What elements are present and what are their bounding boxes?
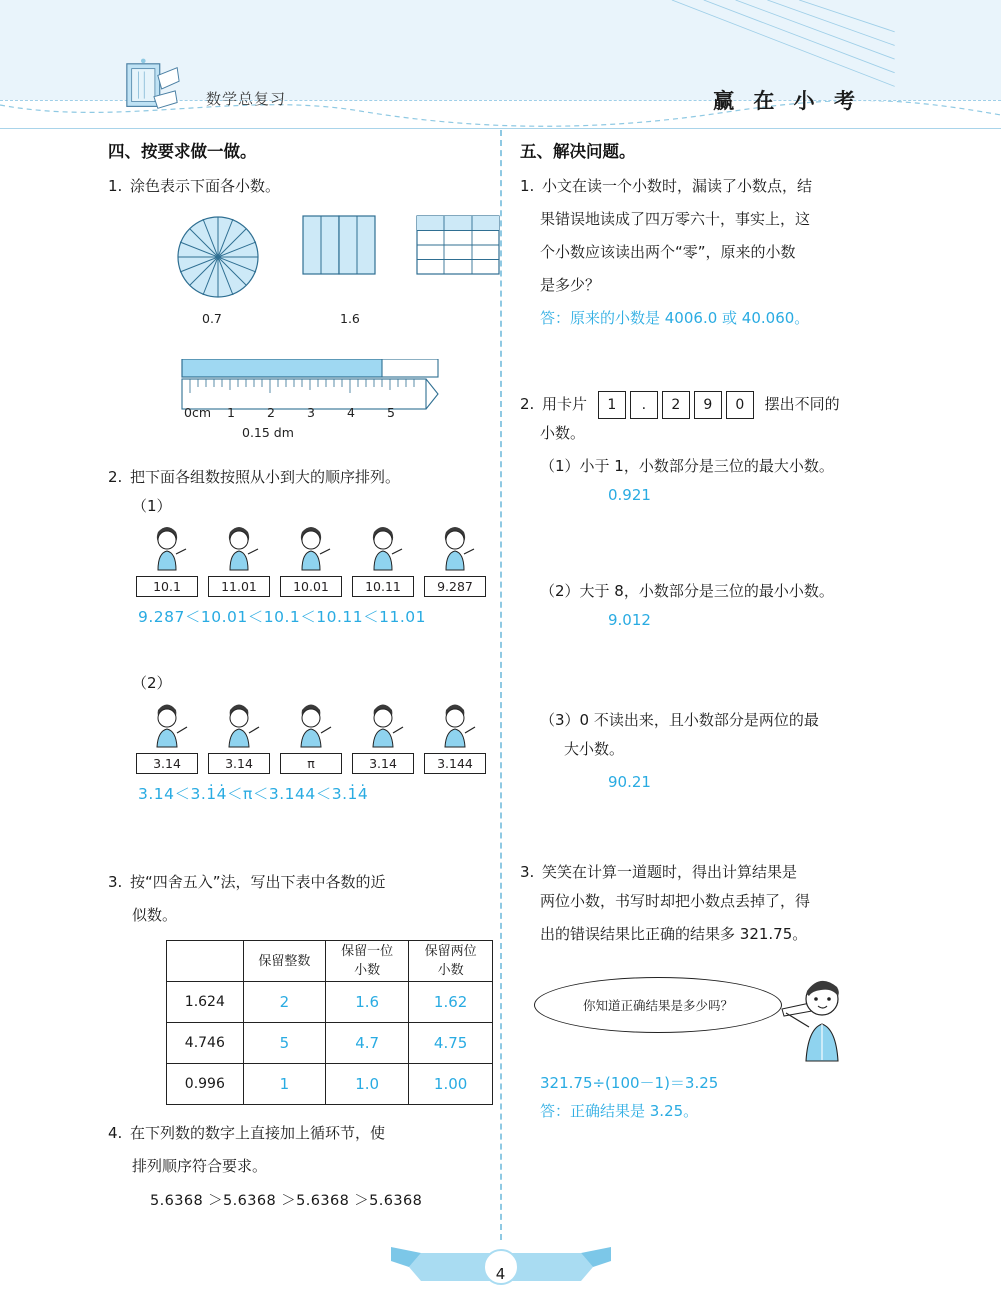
left-q3-number: 3. (108, 873, 123, 891)
rectangle-shape (302, 215, 378, 277)
left-q1-number: 1. (108, 177, 123, 195)
right-q2-sub3-answer: 90.21 (608, 773, 651, 791)
header-text-line2: 小数 (437, 963, 464, 978)
row-value-integer: 1 (243, 1064, 325, 1105)
left-column (108, 130, 493, 1210)
header-text-line2: 小数 (354, 963, 381, 978)
girl-student-icon (352, 520, 414, 574)
row-value-one-decimal: 1.0 (326, 1064, 409, 1105)
right-q3 (520, 858, 920, 887)
grid-shape (416, 215, 500, 277)
girl-student-icon (136, 520, 198, 574)
boy-student-icon (280, 697, 342, 751)
column-divider (500, 130, 502, 1240)
kid-figure (280, 520, 342, 597)
ruler-diagram (180, 359, 440, 440)
table-header-row (167, 941, 493, 982)
left-q4-text: 在下列数的数字上直接加上循环节，使 (130, 1124, 386, 1142)
boy-student-icon (136, 697, 198, 751)
kid-value: 10.1 (136, 576, 198, 597)
number-card: 0 (726, 391, 754, 419)
brand-title: 赢 在 小 考 (713, 89, 861, 113)
left-q4 (108, 1119, 493, 1148)
left-q3 (108, 868, 493, 897)
row-value-two-decimal: 1.00 (409, 1064, 493, 1105)
kid-value: π (280, 753, 342, 774)
speech-bubble (534, 977, 782, 1033)
right-q3-answer2: 答：正确结果是 3.25。 (540, 1102, 699, 1120)
header-text-line1: 保留两位 (424, 944, 477, 959)
number-card: 2 (662, 391, 690, 419)
q1-shapes (168, 207, 493, 357)
header-subject: 数学总复习 (206, 90, 287, 108)
right-q1-line4: 是多少？ (540, 276, 601, 294)
boy-student-icon (208, 697, 270, 751)
q2-group2-answer: 3.14＜3.1̇4̇＜π＜3.144＜3.1̇4̇ (138, 785, 369, 803)
right-q1-line2: 果错误地读成了四万零六十，事实上，这 (540, 210, 811, 228)
right-q3-line3: 出的错误结果比正确的结果多 321.75。 (540, 925, 808, 943)
left-q2 (108, 463, 493, 492)
header-text-line1: 保留一位 (341, 944, 394, 959)
boy-student-icon (352, 697, 414, 751)
rounding-table (166, 940, 493, 1105)
section-title-five: 五、解决问题。 (520, 142, 636, 161)
right-q1-answer: 答：原来的小数是 4006.0 或 40.060。 (540, 309, 810, 327)
row-value-two-decimal: 4.75 (409, 1023, 493, 1064)
left-q2-group2-label: （2） (132, 674, 172, 692)
girl-student-icon (208, 520, 270, 574)
kid-figure (424, 697, 486, 774)
left-q3-text: 按“四舍五入”法，写出下表中各数的近 (130, 873, 386, 891)
table-header-one-decimal (326, 941, 409, 982)
right-q3-line2: 两位小数，书写时却把小数点丢掉了，得 (540, 892, 811, 910)
left-q3-text2: 似数。 (132, 906, 178, 924)
row-value-one-decimal: 1.6 (326, 982, 409, 1023)
ruler-tick-1: 1 (227, 405, 235, 420)
section-title-four: 四、按要求做一做。 (108, 142, 257, 161)
kid-value: 10.01 (280, 576, 342, 597)
kid-value: 3.144 (424, 753, 486, 774)
ruler-tick-3: 3 (307, 405, 315, 420)
kid-figure (136, 520, 198, 597)
left-q4-expression: 5.6368 ＞5.6368 ＞5.6368 ＞5.6368 (150, 1193, 423, 1209)
q2-group1-answer: 9.287＜10.01＜10.1＜10.11＜11.01 (138, 608, 427, 626)
left-q1-text: 涂色表示下面各小数。 (130, 177, 281, 195)
header-text: 保留整数 (258, 953, 311, 969)
row-value-integer: 2 (243, 982, 325, 1023)
right-q1-number: 1. (520, 177, 535, 195)
ruler-tick-2: 2 (267, 405, 275, 420)
right-q2-text-before: 用卡片 (542, 395, 588, 413)
right-column (520, 130, 920, 1125)
left-q2-group1-label: （1） (132, 497, 172, 515)
number-card: 1 (598, 391, 626, 419)
right-q1 (520, 172, 920, 201)
kid-figure (352, 697, 414, 774)
kid-value: 9.287 (424, 576, 486, 597)
pie-circle-shape (168, 207, 268, 307)
right-q1-line1: 小文在读一个小数时，漏读了小数点，结 (542, 177, 813, 195)
right-q2 (520, 390, 920, 419)
number-card: 9 (694, 391, 722, 419)
kid-figure (136, 697, 198, 774)
row-number: 1.624 (167, 982, 244, 1023)
kid-value: 3.14 (208, 753, 270, 774)
q1-circle-label: 0.7 (202, 311, 222, 326)
right-q3-answer1: 321.75÷(100－1)＝3.25 (540, 1074, 719, 1092)
right-q2-sub2-answer: 9.012 (608, 611, 651, 629)
table-row (167, 1064, 493, 1105)
kid-figure (424, 520, 486, 597)
right-q2-sub1-answer: 0.921 (608, 486, 651, 504)
right-q3-number: 3. (520, 863, 535, 881)
girl-student-icon (280, 520, 342, 574)
table-header-integer (243, 941, 325, 982)
row-value-one-decimal: 4.7 (326, 1023, 409, 1064)
table-row (167, 982, 493, 1023)
right-q2-number: 2. (520, 395, 535, 413)
boy-pointing-icon (776, 969, 886, 1065)
right-q2-text-after: 摆出不同的 (764, 395, 840, 413)
left-q1 (108, 172, 493, 201)
q1-rect-label: 1.6 (340, 311, 360, 326)
kid-figure (280, 697, 342, 774)
ruler-tick-5: 5 (387, 405, 395, 420)
boy-student-icon (424, 697, 486, 751)
table-header-blank (167, 941, 244, 982)
speech-bubble-area (520, 959, 920, 1069)
header-separator (0, 128, 1001, 129)
right-q1-line3: 个小数应该读出两个“零”，原来的小数 (540, 243, 796, 261)
row-number: 4.746 (167, 1023, 244, 1064)
table-row (167, 1023, 493, 1064)
kid-value: 3.14 (352, 753, 414, 774)
kid-figure (352, 520, 414, 597)
row-value-integer: 5 (243, 1023, 325, 1064)
ruler-tick-4: 4 (347, 405, 355, 420)
ruler-tick-0: 0cm (184, 405, 212, 420)
right-q3-line1: 笑笑在计算一道题时，得出计算结果是 (542, 863, 798, 881)
number-card: . (630, 391, 658, 419)
number-cards (598, 391, 754, 419)
right-q2-sub1: （1）小于 1，小数部分是三位的最大小数。 (540, 457, 834, 475)
left-q4-text2: 排列顺序符合要求。 (132, 1157, 268, 1175)
row-number: 0.996 (167, 1064, 244, 1105)
kid-figure (208, 520, 270, 597)
kid-figure (208, 697, 270, 774)
left-q2-text: 把下面各组数按照从小到大的顺序排列。 (130, 468, 401, 486)
row-value-two-decimal: 1.62 (409, 982, 493, 1023)
left-q4-number: 4. (108, 1124, 123, 1142)
book-logo-icon (118, 58, 186, 118)
ruler-label: 0.15 dm (242, 425, 294, 440)
table-header-two-decimal (409, 941, 493, 982)
girl-student-icon (424, 520, 486, 574)
kid-value: 10.11 (352, 576, 414, 597)
kid-value: 3.14 (136, 753, 198, 774)
kid-value: 11.01 (208, 576, 270, 597)
right-q2-sub2: （2）大于 8，小数部分是三位的最小小数。 (540, 582, 834, 600)
q2-group2-figures (136, 697, 493, 774)
left-q2-number: 2. (108, 468, 123, 486)
speech-bubble-text: 你知道正确结果是多少吗？ (582, 998, 733, 1013)
page-number: 4 (495, 1265, 506, 1283)
right-q2-line2: 小数。 (540, 424, 586, 442)
q2-group1-figures (136, 520, 493, 597)
right-q2-sub3: （3）0 不读出来，且小数部分是两位的最 (540, 711, 819, 729)
right-q2-sub3-line2: 大小数。 (564, 740, 625, 758)
